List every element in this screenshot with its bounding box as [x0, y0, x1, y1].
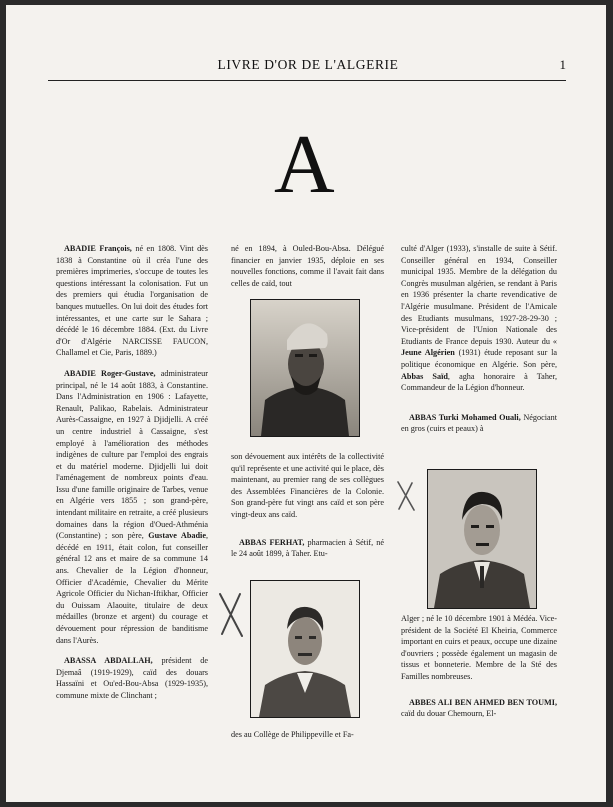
- continued-text: culté d'Alger (1933), s'installe de suite à Sétif. Conseiller général en 1934, Conseiller municipal 1935. Membre de la délégation du Congrès musulman algérien, se rendant à Paris en 1936 présenter la charte revendicative de l'Algérie musulmane. Président de l'Amicale des Etudiants musulmans, 1927-28-29-30 ; Vice-président de l'Union Nationale des Etudiants de France depuis 1930. Auteur du « Jeune Algérien (1931) étude reposant sur la politique économique en Algérie. Son père, Abbas Saïd, agha honoraire à Taher, Commandeur de la Légion d'honneur.: [401, 244, 557, 393]
- entry-abadie-roger: [56, 368, 208, 646]
- entry-name: ABBAS FERHAT,: [239, 537, 305, 547]
- entry-name: ABASSA ABDALLAH,: [64, 656, 153, 666]
- entry-name: ABADIE François,: [64, 244, 132, 253]
- column-2-top: [231, 243, 384, 289]
- continued-text: son dévouement aux intérêts de la collectivité qu'il représente et une activité qui le place, dès maintenant, au premier rang de ses collègues des Assemblées Financières de la Colonie. Son grand-père fut vingt ans caïd et son père vingt-deux ans caïd.: [231, 452, 384, 519]
- entry-text: Négociant en gros (cuirs et peaux) à: [401, 412, 557, 434]
- continued-text: des au Collège de Philippeville et Fa-: [231, 730, 354, 739]
- book-title: LIVRE D'OR DE L'ALGERIE: [217, 57, 399, 72]
- photo-abbas-turki: [427, 469, 537, 609]
- section-letter: A: [274, 118, 335, 211]
- entry-text: pharmacien à Sétif, né le 24 août 1899, à Taher. Etu-: [231, 537, 384, 559]
- entry-text: administrateur principal, né le 14 août 1883, à Constantine. Dans l'Administration en 1906 : Lafayette, Renault, Palikao, Rabelais. Administrateur Aurès-Cassaigne, en 1927 à Djidjelli. A créé un centre industriel à Cassaigne, s'est employé à l'amélioration des méthodes indigènes de culture par l'emploi des engrais et du matériel moderne. Djidjelli lui doit l'aménagement de nombreux points d'eau. Issu d'une famille originaire de Tarbes, venue en Algérie vers 1855 ; son grand-père, intendant militaire en retraite, a créé plusieurs domaines dans la région d'Oued-Athménia (Constantine) ; son père,: [56, 368, 209, 541]
- column-3-top: [401, 243, 557, 435]
- column-2-bottom: [231, 729, 384, 741]
- entry-abassa-abdallah: [56, 655, 208, 701]
- entry-abadie-francois: [56, 243, 208, 359]
- page-number: 1: [559, 57, 566, 72]
- entry-name: ABADIE Roger-Gustave,: [64, 368, 156, 378]
- entry-abbes-ali: [401, 697, 557, 720]
- running-header: [6, 57, 606, 77]
- portrait-suit-tie-image: [428, 470, 536, 608]
- pencil-x-mark: [216, 590, 246, 640]
- entry-name: ABBES ALI BEN AHMED BEN TOUMI,: [409, 697, 557, 707]
- column-1: [56, 243, 208, 702]
- entry-text: caïd du douar Chemourn, El-: [401, 709, 497, 719]
- document-page: [6, 5, 606, 802]
- continued-text: Alger ; né le 10 décembre 1901 à Médéa. Vice-président de la Société El Kheiria, Commerce important en cuirs et peaux, occupe une dizaine d'ouvriers ; possède également un magasin de tissus et bonneterie. Membre de la Sté des Familles nombreuses.: [401, 614, 557, 681]
- entry-text: , décédé en 1911, était colon, fut conseiller général 12 ans et maire de sa commune 14 ans. Chevalier de la Légion d'honneur, Officier d'Académie, Chevalier du Mérite Agricole Officier du Nichan-Iftikhar, Officier du Ouissam Alaouite, titulaire de deux médailles (bronze et argent) du courage et dévouement pour répression de banditisme dans l'Aurès.: [56, 531, 208, 645]
- portrait-turban-image: [251, 300, 359, 436]
- photo-abassa-abdallah: [250, 299, 360, 437]
- portrait-suit-image: [251, 581, 359, 717]
- header-rule: [48, 80, 566, 81]
- column-3-bottom: [401, 613, 557, 720]
- entry-text: né en 1808. Vint dès 1838 à Constantine où il créa l'une des premières imprimeries, s'occupe de toutes les questions intéressant la colonisation. Fut un des premiers qui étudia l'organisation de banques mutuelles. On lui doit des études fort intéressantes, et une carte sur le Sahara ; décédé le 16 décembre 1884. (Ext. du Livre d'Or d'Algérie NARCISSE FAUCON, Challamel et Cie, Paris, 1889.): [56, 244, 208, 358]
- photo-abbas-ferhat: [250, 580, 360, 718]
- entry-abbas-ferhat: [231, 537, 384, 560]
- entry-abbas-turki: [401, 412, 557, 435]
- pencil-x-mark: [395, 479, 417, 513]
- entry-bold-name: Gustave Abadie: [148, 531, 206, 541]
- continued-text: né en 1894, à Ouled-Bou-Absa. Délégué financier en janvier 1935, déploie en ses nouvelles fonctions, comme il l'avait fait dans celles de caïd, tout: [231, 244, 384, 288]
- entry-text: président de Djemaâ (1919-1929), caïd des douars Hassaïni et Ou'ed-Bou-Absa (1929-1935), commune mixte de Clinchant ;: [56, 656, 208, 700]
- column-2-mid: [231, 451, 384, 560]
- entry-name: ABBAS Turki Mohamed Ouali,: [409, 412, 521, 422]
